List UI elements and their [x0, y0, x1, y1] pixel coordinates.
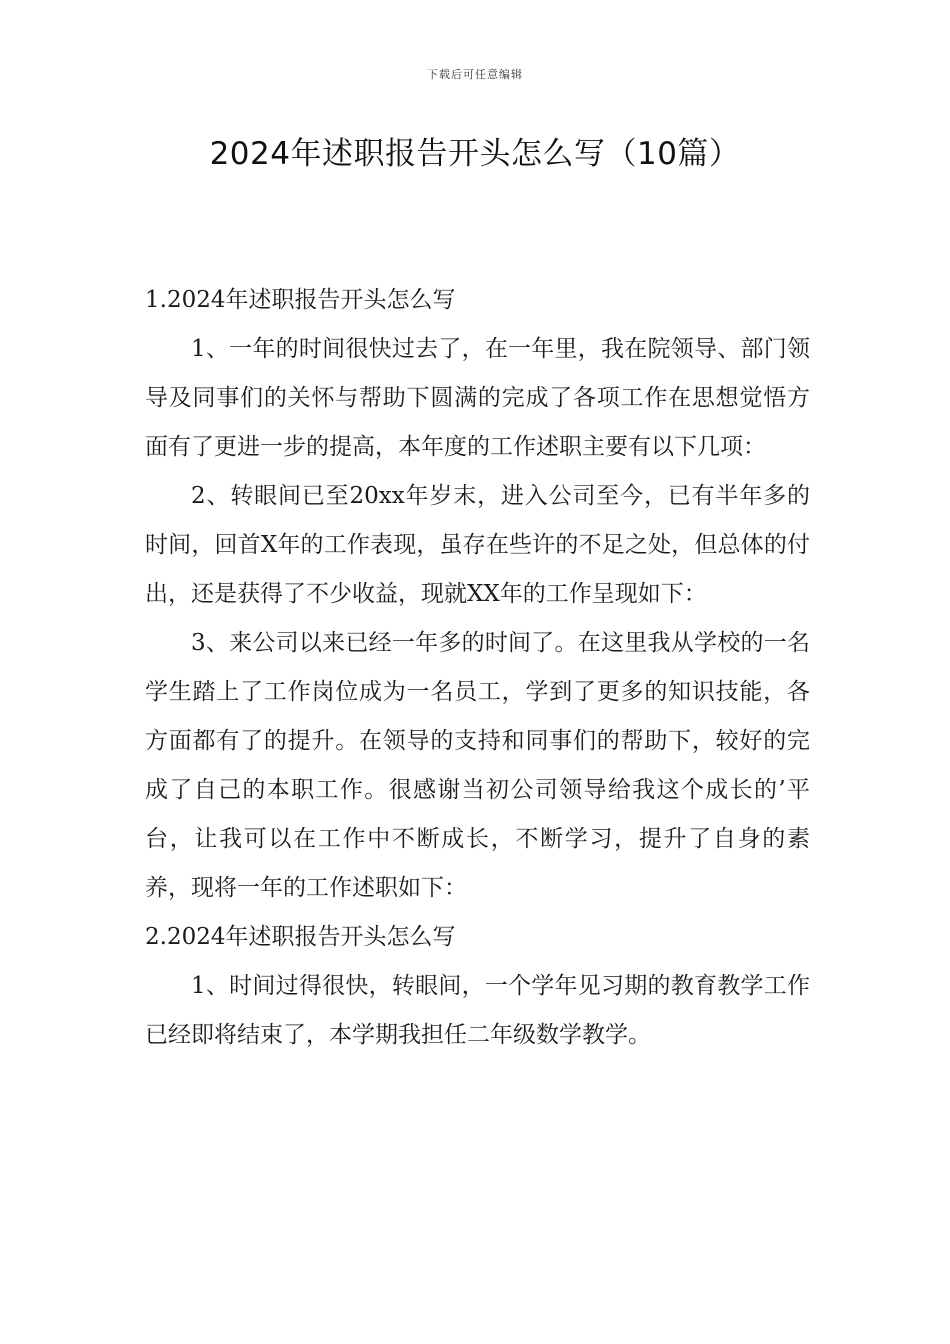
paragraph: 3、来公司以来已经一年多的时间了。在这里我从学校的一名学生踏上了工作岗位成为一名员工，学到了更多的知识技能，各方面都有了的提升。在领导的支持和同事们的帮助下，较好的完成了自己的本职工作。很感谢当初公司领导给我这个成长的’平台，让我可以在工作中不断成长，不断学习，提升了自身的素养，现将一年的工作述职如下：: [145, 630, 810, 901]
section-heading: 2.2024年述职报告开头怎么写: [145, 924, 456, 950]
header-note: 下载后可任意编辑: [427, 68, 523, 81]
paragraph: 1、一年的时间很快过去了，在一年里，我在院领导、部门领导及同事们的关怀与帮助下圆满的完成了各项工作在思想觉悟方面有了更进一步的提高，本年度的工作述职主要有以下几项：: [145, 336, 810, 460]
section-heading: 1.2024年述职报告开头怎么写: [145, 287, 456, 313]
paragraph: 2、转眼间已至20xx年岁末，进入公司至今，已有半年多的时间，回首X年的工作表现，虽存在些许的不足之处，但总体的付出，还是获得了不少收益，现就XX年的工作呈现如下：: [145, 483, 810, 607]
document-title: 2024年述职报告开头怎么写（10篇）: [209, 136, 741, 172]
paragraph: 1、时间过得很快，转眼间，一个学年见习期的教育教学工作已经即将结束了，本学期我担任二年级数学教学。: [145, 973, 810, 1048]
document-body: [145, 276, 810, 1060]
